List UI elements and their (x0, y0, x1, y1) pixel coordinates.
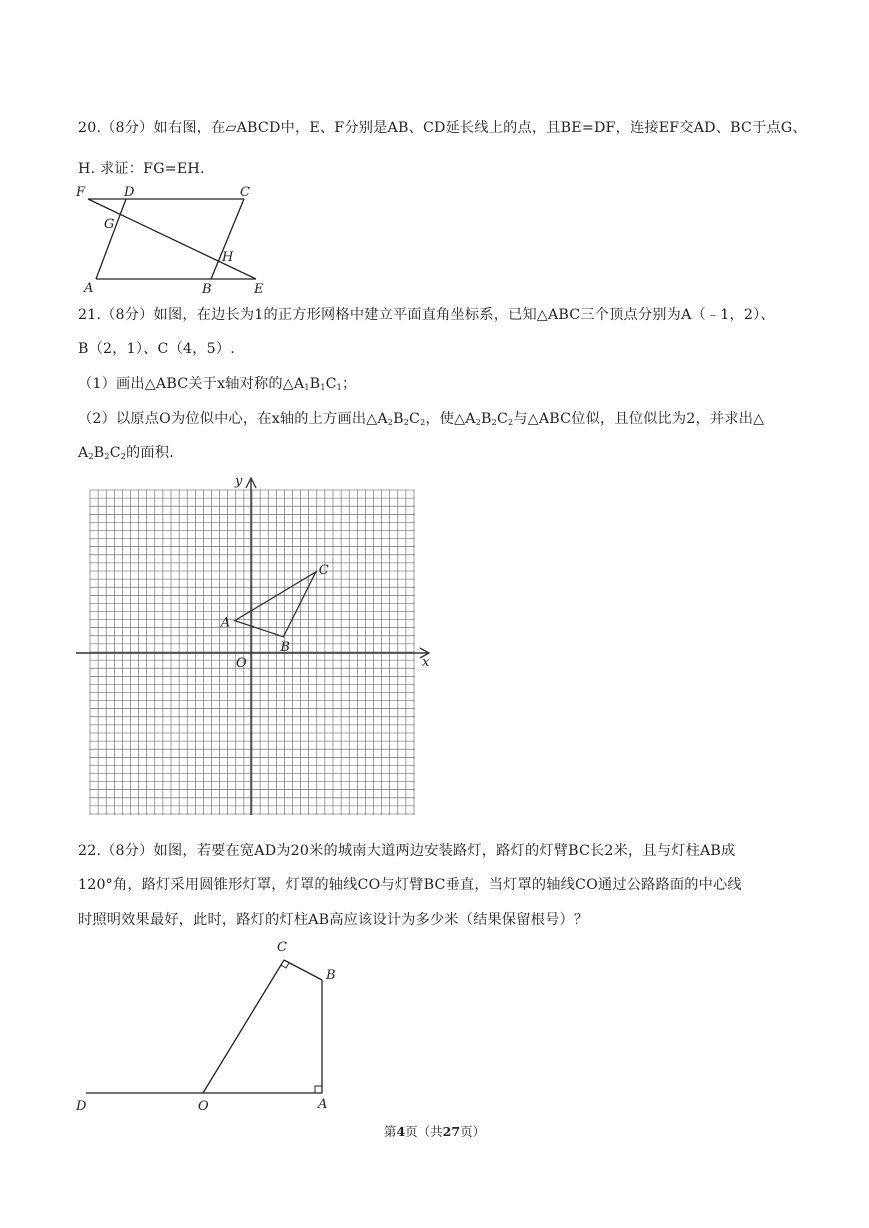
q21-text-line2: B（2，1）、C（4，5）. (78, 341, 235, 357)
axis-label-x: x (422, 655, 430, 670)
q20-text-line1: 20.（8分）如右图，在▱ABCD中，E、F分别是AB、CD延长线上的点，且BE=DF，连接EF交AD、BC于点G、 (78, 120, 807, 136)
parallelogram-figure (74, 182, 274, 297)
label-E: E (254, 282, 264, 297)
label-B: B (202, 282, 212, 297)
label-D: D (124, 185, 135, 200)
q22-text-line3: 时照明效果最好，此时，路灯的灯柱AB高应该设计为多少米（结果保留根号）？ (78, 912, 589, 928)
q21-part1: （1）画出△ABC关于x轴对称的$\triangle A_1B_1C_1$； (78, 376, 357, 392)
axis-label-y: y (235, 474, 243, 489)
label-F: F (76, 185, 86, 200)
label-A: A (318, 1097, 328, 1112)
label-O: O (198, 1099, 209, 1114)
page-footer: 第4页（共27页） (383, 1124, 486, 1139)
label-A: A (84, 281, 94, 296)
origin-label-O: O (236, 656, 247, 671)
q21-part2-cont: $A_2B_2C_2$的面积. (78, 445, 174, 461)
vertex-label-C: C (318, 563, 329, 578)
vertex-label-B: B (280, 639, 290, 655)
label-G: G (104, 217, 115, 232)
label-H: H (222, 250, 234, 265)
vertex-label-A: A (220, 615, 231, 631)
q22-text-line1: 22.（8分）如图，若要在宽AD为20米的城南大道两边安装路灯，路灯的灯臂BC长2米，且与灯柱AB成 (78, 843, 736, 859)
triangle-ABC (235, 572, 316, 637)
label-B: B (326, 968, 336, 983)
q21-part2: （2）以原点O为位似中心，在x轴的上方画出$\triangle A_2B_2C_2$，使$\triangle A_2B_2C_2$与△ABC位似，且位似比为2，并求出△ (78, 411, 765, 427)
label-C: C (240, 185, 250, 200)
label-C: C (277, 940, 287, 955)
q22-text-line2: 120°角，路灯采用圆锥形灯罩，灯罩的轴线CO与灯臂BC垂直，当灯罩的轴线CO通过公路路面的中心线 (78, 877, 742, 893)
streetlight-figure (70, 935, 360, 1120)
q21-text-line1: 21.（8分）如图，在边长为1的正方形网格中建立平面直角坐标系，已知△ABC三个顶点分别为A（﹣1，2）、 (78, 307, 775, 323)
q20-text-line2: H. 求证：FG=EH. (78, 161, 205, 177)
coordinate-grid-figure (70, 470, 440, 825)
label-D: D (76, 1099, 87, 1114)
